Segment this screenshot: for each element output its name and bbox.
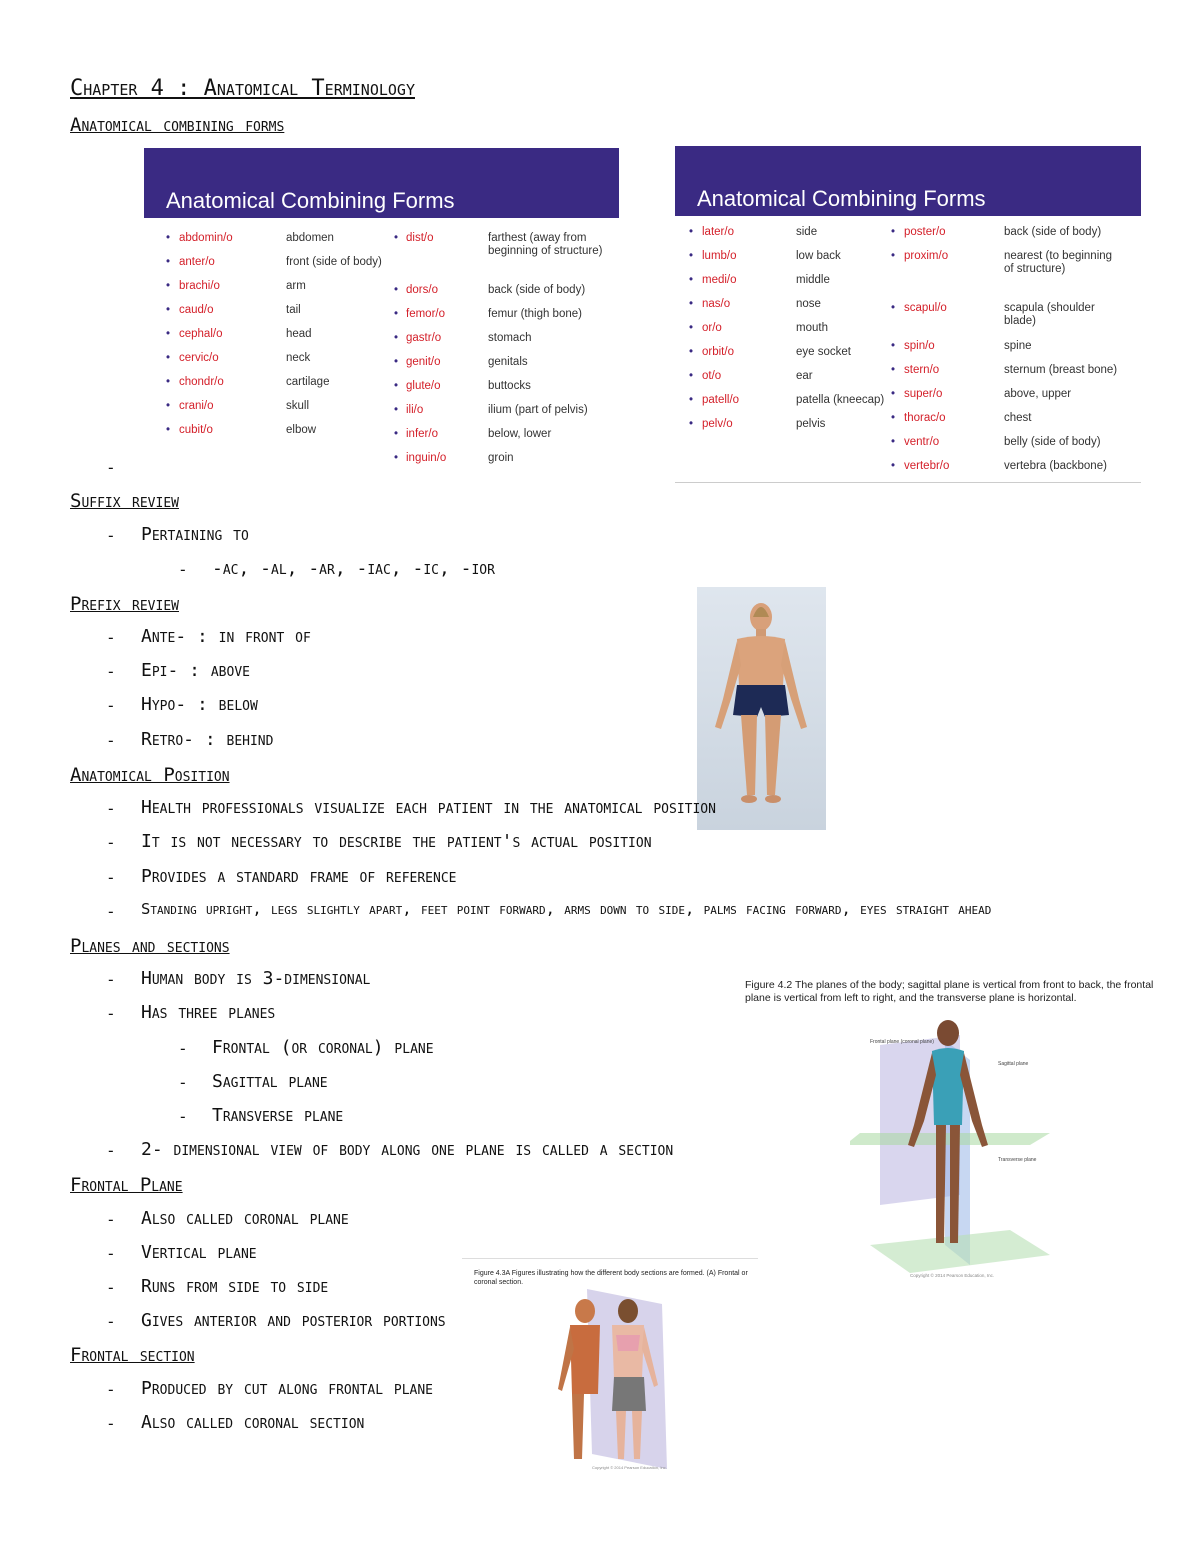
combining-form: orbit/o bbox=[702, 346, 734, 358]
combining-form-meaning: elbow bbox=[286, 424, 317, 436]
bullet-icon: • bbox=[394, 380, 399, 392]
combining-form: ventr/o bbox=[904, 436, 940, 448]
combining-form: ot/o bbox=[702, 370, 722, 382]
combining-form: cephal/o bbox=[179, 328, 223, 340]
combining-form: caud/o bbox=[179, 304, 214, 316]
combining-form: ili/o bbox=[406, 404, 424, 416]
page-title: Chapter 4 : Anatomical Terminology bbox=[70, 76, 415, 101]
bullet-icon: • bbox=[689, 274, 694, 286]
figure-4-3a bbox=[462, 1258, 758, 1479]
bullet-icon: • bbox=[166, 304, 171, 316]
bullet-icon: • bbox=[891, 436, 896, 448]
combining-form-meaning: front (side of body) bbox=[286, 256, 382, 268]
bullet-icon: • bbox=[689, 322, 694, 334]
combining-form-meaning: ear bbox=[796, 370, 813, 382]
bullet-icon: • bbox=[166, 280, 171, 292]
heading-frontal-section: Frontal section bbox=[70, 1344, 195, 1366]
combining-form-meaning: groin bbox=[488, 452, 514, 464]
planes-sub-item: Sagittal plane bbox=[212, 1071, 328, 1092]
combining-form-meaning: ilium (part of pelvis) bbox=[488, 404, 588, 416]
combining-forms-table-1 bbox=[144, 148, 619, 478]
bullet-icon: • bbox=[166, 424, 171, 436]
combining-form: femor/o bbox=[406, 308, 445, 320]
combining-form-meaning: stomach bbox=[488, 332, 532, 344]
bullet-icon: • bbox=[166, 232, 171, 244]
combining-form-meaning: arm bbox=[286, 280, 306, 292]
body-planes-figure bbox=[850, 1015, 1060, 1285]
figure-4-2-caption: Figure 4.2 The planes of the body; sagittal plane is vertical from front to back, the frontal plane is vertical from left to right, and the transverse plane is horizontal. bbox=[745, 979, 1154, 1004]
combining-form-meaning: femur (thigh bone) bbox=[488, 308, 582, 320]
combining-form: later/o bbox=[702, 226, 734, 238]
planes-item: Has three planes bbox=[141, 1002, 276, 1023]
combining-form-meaning: chest bbox=[1004, 412, 1032, 424]
combining-form: inguin/o bbox=[406, 452, 447, 464]
combining-form-meaning: back (side of body) bbox=[488, 284, 586, 296]
bullet-icon: • bbox=[689, 418, 694, 430]
table-2-header bbox=[675, 146, 1141, 216]
combining-form-meaning: scapula (shoulder blade) bbox=[1004, 302, 1095, 327]
heading-planes-sections: Planes and sections bbox=[70, 935, 230, 957]
combining-form-meaning: abdomen bbox=[286, 232, 334, 244]
frontal-plane-item: Gives anterior and posterior portions bbox=[141, 1310, 446, 1331]
bullet-icon: • bbox=[689, 298, 694, 310]
combining-form: anter/o bbox=[179, 256, 215, 268]
combining-form: abdomin/o bbox=[179, 232, 233, 244]
frontal-plane-item: Also called coronal plane bbox=[141, 1208, 349, 1229]
combining-form: dors/o bbox=[406, 284, 438, 296]
combining-form: gastr/o bbox=[406, 332, 442, 344]
combining-form: genit/o bbox=[406, 356, 441, 368]
lone-dash: - bbox=[106, 458, 116, 477]
heading-prefix-review: Prefix review bbox=[70, 593, 179, 615]
prefix-item: Retro- : behind bbox=[141, 729, 274, 750]
combining-form-meaning: pelvis bbox=[796, 418, 826, 430]
suffix-item: Pertaining to bbox=[141, 524, 249, 545]
combining-form: dist/o bbox=[406, 232, 434, 244]
combining-form-meaning: buttocks bbox=[488, 380, 531, 392]
suffix-sub-item: -ac, -al, -ar, -iac, -ic, -ior bbox=[212, 558, 495, 579]
bullet-icon: • bbox=[394, 308, 399, 320]
combining-form-meaning: side bbox=[796, 226, 818, 238]
combining-form: cubit/o bbox=[179, 424, 213, 436]
figure-4-3a-caption: Figure 4.3A Figures illustrating how the different body sections are formed. (A) Frontal or coronal section. bbox=[474, 1270, 748, 1286]
figure-4-3a-copyright: Copyright © 2014 Pearson Education, Inc. bbox=[592, 1465, 667, 1470]
combining-form-meaning: mouth bbox=[796, 322, 828, 334]
combining-form: stern/o bbox=[904, 364, 940, 376]
bullet-icon: • bbox=[166, 352, 171, 364]
combining-form: patell/o bbox=[702, 394, 740, 406]
combining-form: proxim/o bbox=[904, 250, 949, 262]
bullet-icon: • bbox=[689, 370, 694, 382]
label-frontal-plane: Frontal plane (coronal plane) bbox=[870, 1039, 934, 1045]
prefix-item: Epi- : above bbox=[141, 660, 250, 681]
frontal-plane-item: Vertical plane bbox=[141, 1242, 257, 1263]
combining-form-meaning: nose bbox=[796, 298, 821, 310]
combining-form-meaning: neck bbox=[286, 352, 311, 364]
combining-form-meaning: cartilage bbox=[286, 376, 330, 388]
bullet-icon: • bbox=[394, 452, 399, 464]
combining-form: chondr/o bbox=[179, 376, 224, 388]
planes-item: 2- dimensional view of body along one plane is called a section bbox=[141, 1139, 674, 1160]
heading-anatomical-position: Anatomical Position bbox=[70, 764, 230, 786]
combining-form: brachi/o bbox=[179, 280, 220, 292]
combining-form-meaning: belly (side of body) bbox=[1004, 436, 1101, 448]
combining-form-meaning: patella (kneecap) bbox=[796, 394, 885, 406]
bullet-icon: • bbox=[394, 284, 399, 296]
bullet-icon: • bbox=[394, 404, 399, 416]
position-item: Standing upright, legs slightly apart, feet point forward, arms down to side, palms facing forward, eyes straight ahead bbox=[141, 900, 992, 918]
combining-form-meaning: spine bbox=[1004, 340, 1032, 352]
heading-frontal-plane: Frontal Plane bbox=[70, 1174, 183, 1196]
bullet-icon: • bbox=[394, 356, 399, 368]
label-sagittal-plane: Sagittal plane bbox=[998, 1061, 1029, 1067]
combining-form: poster/o bbox=[904, 226, 946, 238]
combining-form: nas/o bbox=[702, 298, 731, 310]
frontal-section-item: Produced by cut along frontal plane bbox=[141, 1378, 433, 1399]
bullet-icon: • bbox=[166, 376, 171, 388]
combining-form-meaning: above, upper bbox=[1004, 388, 1072, 400]
combining-form: super/o bbox=[904, 388, 943, 400]
bullet-icon: • bbox=[394, 232, 399, 244]
combining-form-meaning: nearest (to beginning of structure) bbox=[1004, 250, 1113, 275]
combining-form: or/o bbox=[702, 322, 722, 334]
position-item: It is not necessary to describe the patient's actual position bbox=[141, 831, 652, 852]
bullet-icon: • bbox=[891, 302, 896, 314]
planes-sub-item: Frontal (or coronal) plane bbox=[212, 1037, 434, 1058]
combining-form: thorac/o bbox=[904, 412, 946, 424]
frontal-section-item: Also called coronal section bbox=[141, 1412, 365, 1433]
position-item: Health professionals visualize each patient in the anatomical position bbox=[141, 797, 716, 818]
combining-form-meaning: sternum (breast bone) bbox=[1004, 364, 1118, 376]
prefix-item: Hypo- : below bbox=[141, 694, 258, 715]
bullet-icon: • bbox=[166, 256, 171, 268]
bullet-icon: • bbox=[891, 340, 896, 352]
heading-combining-forms: Anatomical combining forms bbox=[70, 114, 285, 136]
bullet-icon: • bbox=[166, 400, 171, 412]
bullet-icon: • bbox=[891, 250, 896, 262]
figure-4-2-copyright: Copyright © 2014 Pearson Education, Inc. bbox=[910, 1273, 995, 1278]
bullet-icon: • bbox=[689, 394, 694, 406]
bullet-icon: • bbox=[891, 388, 896, 400]
combining-form: spin/o bbox=[904, 340, 935, 352]
bullet-icon: • bbox=[891, 364, 896, 376]
planes-item: Human body is 3-dimensional bbox=[141, 968, 371, 989]
combining-form-meaning: vertebra (backbone) bbox=[1004, 460, 1107, 472]
combining-form-meaning: skull bbox=[286, 400, 310, 412]
combining-form-meaning: head bbox=[286, 328, 312, 340]
combining-form-meaning: eye socket bbox=[796, 346, 851, 358]
bullet-icon: • bbox=[166, 328, 171, 340]
heading-suffix-review: Suffix review bbox=[70, 490, 179, 512]
bullet-icon: • bbox=[891, 460, 896, 472]
combining-form: scapul/o bbox=[904, 302, 947, 314]
combining-form-meaning: low back bbox=[796, 250, 841, 262]
combining-forms-table-2 bbox=[675, 146, 1141, 483]
combining-form: glute/o bbox=[406, 380, 441, 392]
combining-form-meaning: middle bbox=[796, 274, 830, 286]
bullet-icon: • bbox=[689, 226, 694, 238]
bullet-icon: • bbox=[394, 428, 399, 440]
bullet-icon: • bbox=[891, 226, 896, 238]
combining-form: medi/o bbox=[702, 274, 737, 286]
combining-form: lumb/o bbox=[702, 250, 737, 262]
combining-form-meaning: below, lower bbox=[488, 428, 552, 440]
combining-form: pelv/o bbox=[702, 418, 733, 430]
bullet-icon: • bbox=[689, 346, 694, 358]
bullet-icon: • bbox=[394, 332, 399, 344]
prefix-item: Ante- : in front of bbox=[141, 626, 311, 647]
label-transverse-plane: Transverse plane bbox=[998, 1157, 1037, 1163]
combining-form: infer/o bbox=[406, 428, 438, 440]
bullet-icon: • bbox=[891, 412, 896, 424]
table-1-title: Anatomical Combining Forms bbox=[166, 188, 455, 213]
bullet-icon: • bbox=[689, 250, 694, 262]
position-item: Provides a standard frame of reference bbox=[141, 866, 457, 887]
combining-form-meaning: farthest (away from beginning of structure) bbox=[488, 232, 603, 257]
combining-form-meaning: back (side of body) bbox=[1004, 226, 1102, 238]
combining-form: cervic/o bbox=[179, 352, 219, 364]
combining-form: vertebr/o bbox=[904, 460, 950, 472]
planes-sub-item: Transverse plane bbox=[212, 1105, 344, 1126]
table-2-title: Anatomical Combining Forms bbox=[697, 186, 986, 211]
combining-form-meaning: tail bbox=[286, 304, 301, 316]
frontal-plane-item: Runs from side to side bbox=[141, 1276, 329, 1297]
combining-form: crani/o bbox=[179, 400, 214, 412]
table-1-header bbox=[144, 148, 619, 218]
combining-form-meaning: genitals bbox=[488, 356, 528, 368]
anatomical-position-photo bbox=[697, 587, 826, 830]
